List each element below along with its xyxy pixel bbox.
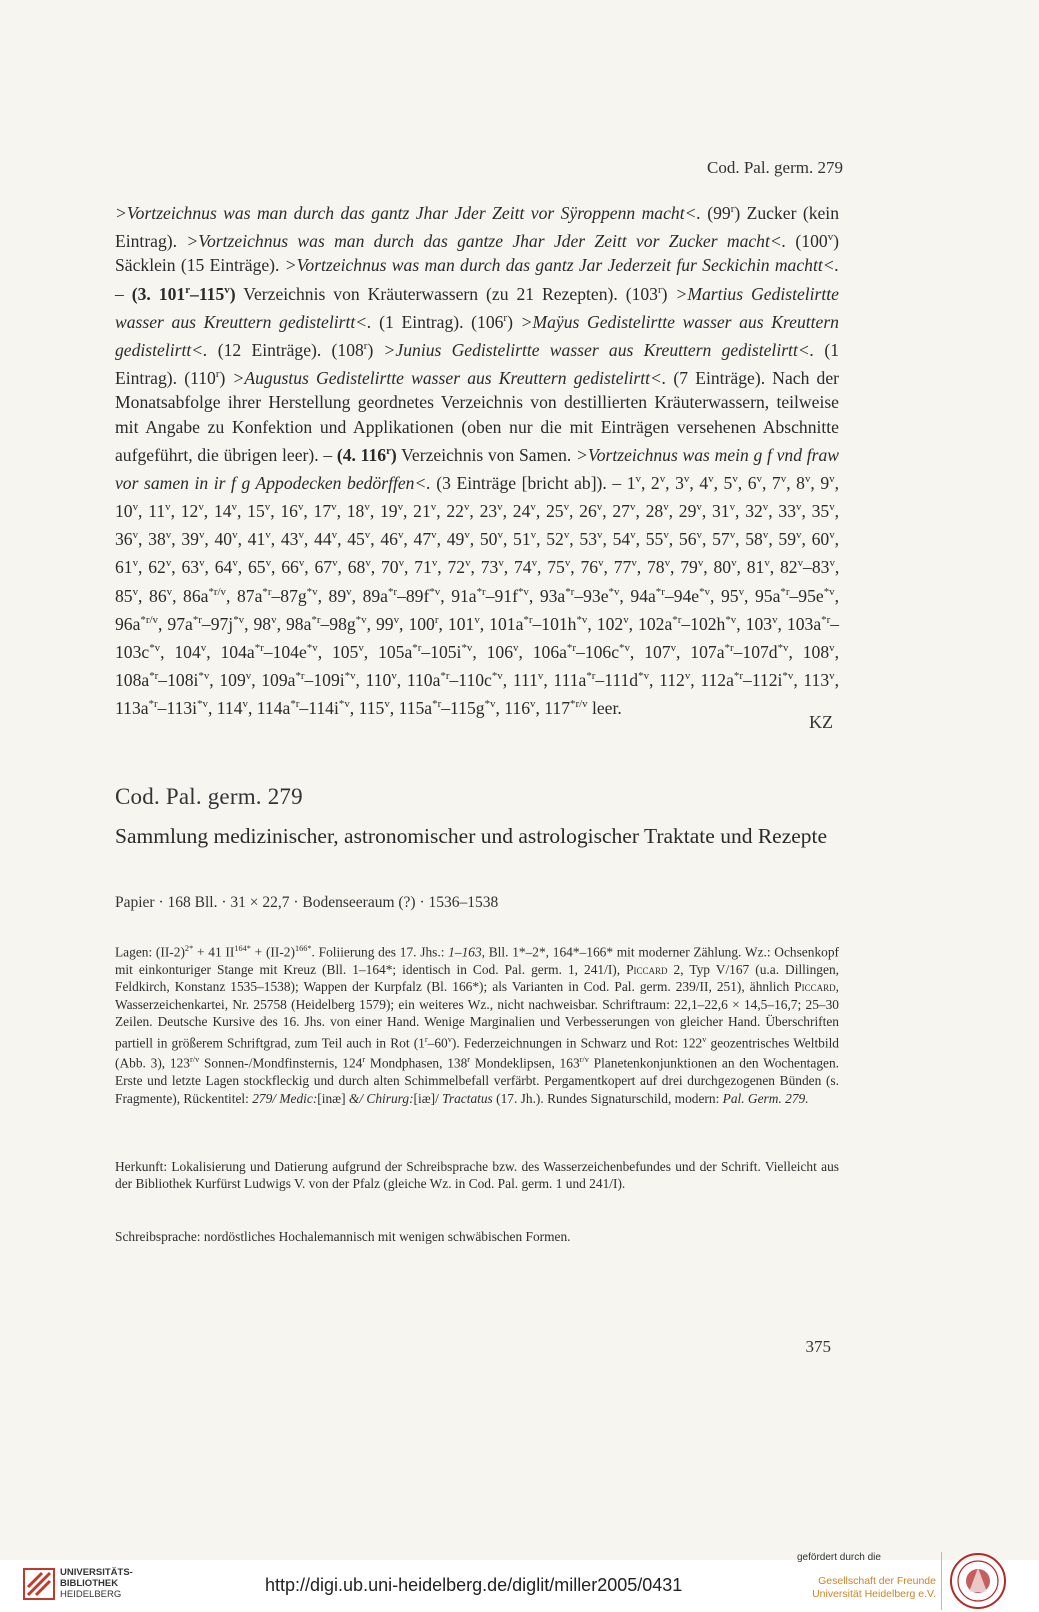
text-run: v (756, 472, 762, 485)
text-run: v (393, 613, 400, 626)
text-run: v (670, 641, 677, 654)
text-run: v (513, 641, 519, 654)
text-run: v (829, 641, 835, 654)
text-run: v (231, 501, 237, 514)
text-run: v (663, 529, 669, 542)
text-run: v (465, 557, 471, 570)
library-name-line2: BIBLIOTHEK (60, 1578, 119, 1589)
text-run: v (331, 501, 337, 514)
text-run: *v (198, 670, 210, 683)
text-run: *v (638, 670, 650, 683)
author-initials: KZ (809, 712, 833, 732)
entry-shelfmark: Cod. Pal. germ. 279 (115, 784, 303, 809)
text-run: *v (608, 585, 620, 598)
text-run: *r (262, 585, 272, 598)
text-run: >Maÿus Gedistelirtte wasser aus Kreuttern gedistelirtt<. (115, 311, 839, 360)
text-run: v (497, 529, 503, 542)
text-run: *v (306, 585, 318, 598)
text-run: v (232, 557, 238, 570)
text-run: *r/v (208, 585, 227, 598)
text-run: 166* (294, 944, 312, 953)
text-run: *v (344, 670, 356, 683)
text-run: v (772, 613, 778, 626)
text-run: *r (780, 585, 790, 598)
text-run: v (166, 585, 173, 598)
text-run: *r (387, 585, 398, 598)
text-run: (4. 116 (336, 444, 387, 465)
text-run: >Martius Gedistelirtte wasser aus Kreuttern gedistelirtt<. (115, 283, 839, 332)
text-run: r/v (579, 1055, 589, 1065)
text-run: –115 (190, 283, 225, 304)
text-run: &/ Chirurg: (348, 1090, 414, 1106)
text-run: v (623, 613, 629, 626)
text-run: v (804, 472, 811, 485)
text-run: *v (233, 613, 245, 626)
text-run: v (132, 557, 139, 570)
text-run: Tractatus (442, 1090, 493, 1106)
text-run: >Vortzeichnus was man durch das gantz Jar Jederzeit fur Seckichin machtt<. (284, 255, 839, 276)
text-run: v (265, 557, 272, 570)
text-run: *r (440, 670, 450, 683)
text-run: v (530, 501, 536, 514)
text-run: v (232, 529, 238, 542)
text-run: *v (484, 698, 496, 711)
text-run: *v (823, 585, 835, 598)
text-run: v (683, 472, 690, 485)
library-logo-icon (22, 1567, 56, 1601)
text-run: v (630, 529, 636, 542)
text-run: v (696, 501, 702, 514)
text-run: v (242, 698, 248, 711)
text-run: r (730, 203, 735, 215)
text-run: *v (461, 641, 473, 654)
text-run: *r (586, 670, 596, 683)
text-run: r (657, 283, 662, 296)
text-run: r (503, 311, 508, 324)
sponsor-label: gefördert durch die (797, 1552, 881, 1563)
text-run: v (537, 670, 544, 683)
text-run: v (564, 557, 571, 570)
text-run: v (384, 698, 390, 711)
entry-provenance-paragraph: Herkunft: Lokalisierung und Datierung aufgrund der Schreibsprache bzw. des Wasserzeichenbefundes und der Schrift. Vielleicht aus der Bibliothek Kurfürst Ludwigs V. von der Pfalz (gleiche Wz. in Cod. Pal. germ. 1 und 241/I). (115, 1159, 839, 1192)
text-run: v (332, 557, 338, 570)
text-run: v (738, 585, 745, 598)
text-run: *v (782, 670, 794, 683)
text-run: v (702, 1034, 707, 1044)
text-run: *r (476, 585, 486, 598)
text-run: v (729, 501, 736, 514)
library-name (60, 1567, 133, 1600)
text-run: v (596, 501, 603, 514)
text-run: v (684, 670, 691, 683)
text-run: *r (412, 641, 422, 654)
text-run: >Augustus Gedistelirtte wasser aus Kreuttern gedistelirtt<. (232, 367, 667, 388)
text-run: Piccard (794, 979, 836, 995)
text-run: *v (355, 613, 367, 626)
text-run: v (298, 557, 305, 570)
text-run: *v (699, 585, 710, 598)
text-run: v (397, 501, 404, 514)
text-run: v (358, 641, 364, 654)
text-run: *r (149, 670, 159, 683)
text-run: v (597, 529, 603, 542)
text-run: Pal. Germ. 279. (722, 1090, 809, 1106)
text-run: v (398, 557, 405, 570)
text-run: v (729, 529, 736, 542)
text-run: v (224, 283, 230, 296)
text-run: r (467, 1055, 471, 1065)
text-run: v (198, 529, 205, 542)
text-run: *r (311, 613, 321, 626)
text-run: v (531, 557, 538, 570)
text-run: *v (725, 613, 737, 626)
text-run: v (132, 529, 139, 542)
text-run: 279/ Medic: (252, 1090, 318, 1106)
text-run: v (708, 472, 714, 485)
text-run: v (397, 529, 404, 542)
library-name-line3: HEIDELBERG (60, 1589, 122, 1600)
text-run: v (431, 557, 438, 570)
text-run: ) (390, 444, 397, 465)
text-run: v (245, 670, 252, 683)
text-run: r (424, 1034, 428, 1044)
entry-codicology-paragraph: Lagen: $(II-2)^{2*} + 41$ $II^{164*} + (II-2)^{166*}$. Foliierung des 17. Jhs.: 1–163, Bll. 1*–2*, 164*–166* mit moderner Zählung. Wz.: Ochsenkopf mit einkonturiger Stange mit Kreuz (Bll. 1–164*; identisch in Cod. Pal. germ. 1, 241/I), Piccard 2, Typ V/167 (u.a. Dillingen, Feldkirch, Konstanz 1535–1538); Wappen der Kurpfalz (Bl. 166*); als Varianten in Cod. Pal. germ. 239/II, 251), ähnlich Piccard, Wasserzeichenkartei, Nr. 25758 (Heidelberg 1579); ein weiteres Wz., nicht nachweisbar. Schriftraum: 22,1–22,6 × 14,5–16,7; 25–30 Zeilen. Deutsche Kursive des 16. Jhs. von einer Hand. Wenige Marginalien und Verbesserungen von gleicher Hand. Überschriften partiell in größerem Schriftgrad, zum Teil auch in Rot (1$^r$–60$^v$). Federzeichnungen in Schwarz und Rot: 122$^v$ geozentrisches Weltbild (Abb. 3), $123^{r/v}$ Sonnen-/Mondfinsternis, 124$^r$ Mondphasen, 138$^r$ Mondeklipsen, $163^{r/v}$ Planetenkonjunktionen an den Wochentagen. Erste und letzte Lagen stockfleckig und durch alten Schimmelbefall verfärbt. Pergamentkopert auf drei durchgezogenen Bünden (s. Fragmente), Rückentitel: 279/ Medic:[inæ] &/ Chirurg:[iæ]/ Tractatus (17. Jh.). Rundes Signaturschild, modern: Pal. Germ. 279. (115, 944, 840, 1106)
text-run: v (696, 529, 702, 542)
text-run: v (365, 557, 371, 570)
text-run: v (198, 501, 204, 514)
text-run: r (434, 613, 439, 626)
text-run: r/v (190, 1055, 200, 1065)
text-run: v (364, 529, 371, 542)
text-run: v (827, 231, 834, 244)
text-run: v (796, 529, 802, 542)
text-run: r (362, 1055, 366, 1065)
sponsor-name (788, 1575, 936, 1601)
text-run: v (498, 557, 504, 570)
entry-dialect-paragraph: Schreibsprache: nordöstliches Hochalemannisch mit wenigen schwäbischen Formen. (115, 1229, 571, 1244)
text-run: v (598, 557, 604, 570)
text-run: *r (254, 641, 264, 654)
text-run: v (431, 529, 437, 542)
text-run: *v (429, 585, 441, 598)
text-run: *r (655, 585, 665, 598)
text-run: v (563, 501, 570, 514)
text-run: 2* (184, 944, 194, 953)
text-run: v (430, 501, 437, 514)
text-run: v (331, 529, 338, 542)
text-run: v (200, 641, 207, 654)
text-run: *r (148, 698, 158, 711)
sponsor-divider (941, 1552, 942, 1610)
text-run: *r/v (140, 613, 158, 626)
text-run: v (629, 501, 636, 514)
text-run: *r (821, 613, 831, 626)
text-run: v (530, 698, 536, 711)
text-run: v (829, 557, 835, 570)
text-run: v (447, 1034, 452, 1044)
sponsor-name-line1: Gesellschaft der Freunde (818, 1575, 936, 1587)
text-run: *r (432, 698, 442, 711)
sponsor-name-line2: Universität Heidelberg e.V. (812, 1588, 936, 1600)
text-run: v (346, 585, 352, 598)
text-run: v (780, 472, 787, 485)
text-run: >Vortzeichnus was mein g f vnd fraw vor samen in ir f g Appodecken bedörffen<. (115, 444, 839, 493)
text-run: r (215, 368, 220, 381)
text-run: v (829, 670, 835, 683)
text-run: *v (197, 698, 208, 711)
document-url-link[interactable]: http://digi.ub.uni-heidelberg.de/diglit/miller2005/0431 (265, 1575, 683, 1595)
text-run: r (363, 339, 368, 352)
text-run: >Junius Gedistelirtte wasser aus Kreuttern gedistelirtt<. (383, 339, 815, 360)
text-run: v (265, 529, 271, 542)
text-run: *v (777, 641, 789, 654)
text-run: *r/v (570, 698, 588, 711)
text-run: *v (338, 698, 350, 711)
text-run: v (697, 557, 704, 570)
university-seal-icon (949, 1552, 1007, 1610)
text-run: v (635, 472, 641, 485)
text-run: v (530, 529, 537, 542)
text-run: >Vortzeichnus was man durch das gantz Jhar Jder Zeitt vor Sÿroppenn macht<. (115, 202, 701, 223)
text-run: Piccard (626, 961, 668, 977)
text-run: v (463, 501, 470, 514)
text-run: v (829, 501, 835, 514)
text-run: >Vortzeichnus was man durch das gantze Jhar Jder Zeitt vor Zucker macht<. (186, 231, 787, 252)
text-run: v (731, 557, 737, 570)
entry-physical-description: Papier · 168 Bll. · 31 × 22,7 · Bodenseeraum (?) · 1536–1538 (115, 894, 499, 911)
text-run: v (497, 501, 503, 514)
text-run: *r (565, 585, 575, 598)
text-run: *r (733, 670, 743, 683)
text-run: *r (523, 613, 533, 626)
text-run: v (762, 529, 769, 542)
text-run: v (165, 529, 172, 542)
text-run: 164* (234, 944, 251, 953)
text-run: v (464, 529, 470, 542)
text-run: v (764, 557, 770, 570)
previous-entry-text: >Vortzeichnus was man durch das gantz Jhar Jder Zeitt vor Sÿroppenn macht<. (99$^r$) Zucker (kein Eintrag). >Vortzeichnus was man durch das gantze Jhar Jder Zeitt vor Zucker macht<. (100$^v$) Säcklein (15 Einträge). >Vortzeichnus was man durch das gantz Jar Jederzeit fur Seckichin machtt<. – (3. 101$^r$–115$^v$) Verzeichnis von Kräuterwassern (zu 21 Rezepten). $(103^r)$ >Martius Gedistelirtte wasser aus Kreuttern gedistelirtt<. (1 Eintrag). $(106^r)$ >Maÿus Gedistelirtte wasser aus Kreuttern gedistelirtt<. (12 Einträge). $(108^r)$ >Junius Gedistelirtte wasser aus Kreuttern gedistelirtt<. (1 Eintrag). $(110^r)$ >Augustus Gedistelirtte wasser aus Kreuttern gedistelirtt<. (7 Einträge). Nach der Monatsabfolge ihrer Herstellung geordnetes Verzeichnis von destillierten Kräuterwassern, teilweise mit Angabe zu Konfektion und Applikationen (oben nur die mit Einträgen versehenen Abschnitte aufgeführt, die übrigen leer). – (4. 116$^r$) Verzeichnis von Samen. >Vortzeichnus was mein g f vnd fraw vor samen in ir f g Appodecken bedörffen<. (3 Einträge [bricht ab]). – 1$^v$, 2$^v$, 3$^v$, 4$^v$, 5$^v$, 6$^v$, 7$^v$, 8$^v$, 9$^v$, 10$^v$, 11$^v$, 12$^v$, 14$^v$, 15$^v$, 16$^v$, 17$^v$, 18$^v$, 19$^v$, 21$^v$, 22$^v$, 23$^v$, 24$^v$, 25$^v$, 26$^v$, 27$^v$, 28$^v$, 29$^v$, 31$^v$, 32$^v$, 33$^v$, 35$^v$, 36$^v$, 38$^v$, 39$^v$, 40$^v$, 41$^v$, 43$^v$, 44$^v$, 45$^v$, 46$^v$, 47$^v$, 49$^v$, 50$^v$, 51$^v$, 52$^v$, 53$^v$, 54$^v$, 55$^v$, 56$^v$, 57$^v$, 58$^v$, 59$^v$, 60$^v$, 61$^v$, 62$^v$, 63$^v$, 64$^v$, 65$^v$, 66$^v$, 67$^v$, 68$^v$, 70$^v$, 71$^v$, 72$^v$, 73$^v$, 74$^v$, 75$^v$, 76$^v$, 77$^v$, 78$^v$, 79$^v$, 80$^v$, 81$^v$, 82$^v$–83$^v$, 85$^v$, 86$^v$, $86a^{*r/v}$, $87a^{*r}-87g^{*v}$, 89$^v$, $89a^{*r}-89f^{*v}$, $91a^{*r}-91f^{*v}$, $93a^{*r}-93e^{*v}$, $94a^{*r}-94e^{*v}$, 95$^v$, $95a^{*r}-95e^{*v}$, $96a^{*r/v}$, $97a^{*r}-97j^{*v}$, 98$^v$, $98a^{*r}-98g^{*v}$, 99$^v$, 100$^r$, 101$^v$, $101a^{*r}-101h^{*v}$, 102$^v$, $102a^{*r}-102h^{*v}$, 103$^v$, $103a^{*r}-103c^{*v}$, 104$^v$, $104a^{*r}-104e^{*v}$, 105$^v$, $105a^{*r}-105i^{*v}$, 106$^v$, $106a^{*r}-106c^{*v}$, 107$^v$, $107a^{*r}-107d^{*v}$, 108$^v$, $108a^{*r}-108i^{*v}$, 109$^v$, $109a^{*r}-109i^{*v}$, 110$^v$, $110a^{*r}-110c^{*v}$, 111$^v$, $111a^{*r}-111d^{*v}$, 112$^v$, $112a^{*r}-112i^{*v}$, 113$^v$, $113a^{*r}-113i^{*v}$, 114$^v$, $114a^{*r}-114i^{*v}$, 115$^v$, $115a^{*r}-115g^{*v}$, 116$^v$, $117^{*r/v}$ leer. (115, 202, 840, 719)
text-run: v (797, 557, 804, 570)
text-run: v (829, 529, 835, 542)
text-run: v (391, 670, 397, 683)
text-run: r (185, 283, 191, 296)
text-run: (3. 101 (131, 283, 186, 304)
page-number: 375 (805, 1337, 831, 1356)
text-run: *v (306, 641, 318, 654)
text-run: ) (229, 283, 236, 304)
text-run: v (165, 501, 171, 514)
text-run: v (364, 501, 370, 514)
text-run: v (762, 501, 769, 514)
text-run: v (732, 472, 738, 485)
text-run: v (829, 472, 835, 485)
text-run: r (386, 444, 391, 457)
text-run: v (563, 529, 570, 542)
text-run: v (271, 613, 277, 626)
text-run: v (199, 557, 205, 570)
text-run: *r (290, 698, 300, 711)
text-run: *r (672, 613, 682, 626)
text-run: *r (192, 613, 202, 626)
text-run: *v (149, 641, 161, 654)
entry-title: Sammlung medizinischer, astronomischer und astrologischer Traktate und Rezepte (115, 824, 828, 848)
text-run: v (664, 557, 671, 570)
text-run: v (264, 501, 271, 514)
text-run: *r (566, 641, 577, 654)
text-run: *r (295, 670, 305, 683)
text-run: *v (576, 613, 588, 626)
text-run: v (796, 501, 802, 514)
text-run: v (165, 557, 172, 570)
text-run: v (132, 501, 139, 514)
running-head: Cod. Pal. germ. 279 (707, 158, 843, 177)
library-name-line1: UNIVERSITÄTS- (60, 1567, 133, 1578)
text-run: v (298, 529, 304, 542)
text-run: v (663, 501, 669, 514)
text-run: v (474, 613, 480, 626)
text-run: *v (619, 641, 630, 654)
text-run: v (297, 501, 304, 514)
text-run: *v (491, 670, 503, 683)
text-run: v (631, 557, 637, 570)
text-run: v (132, 585, 139, 598)
text-run: 1–163, (448, 944, 485, 960)
text-run: *v (517, 585, 529, 598)
text-run: v (659, 472, 666, 485)
text-run: *r (724, 641, 734, 654)
